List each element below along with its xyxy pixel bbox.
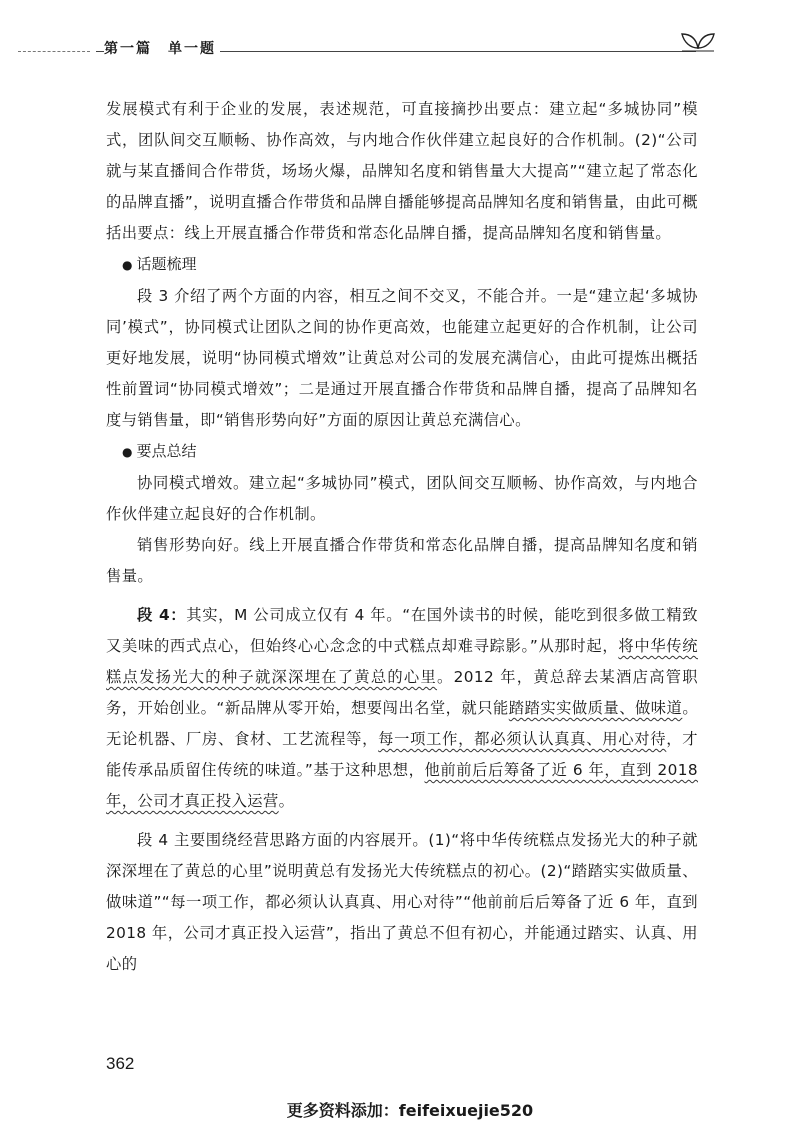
text-run: 。2012 年，黄总辞去某酒店高管职务，开始创业。“新品牌从零开始，想要闯出名堂，就只能: [106, 668, 698, 717]
section-heading: [106, 249, 698, 281]
underlined-quote: 每一项工作，都必须认认真真、用心对待: [378, 730, 667, 748]
page-number: 362: [106, 1054, 135, 1073]
text-run: 。: [278, 792, 295, 810]
section-heading: [106, 436, 698, 468]
paragraph: [106, 530, 698, 592]
paragraph-gap: [106, 817, 698, 825]
underlined-quote: 踏踏实实做质量、做味道: [508, 699, 683, 717]
text-run: 其实，M 公司成立仅有 4 年。“在国外读书的时候，能吃到很多做工精致又美味的西式点心，但始终心心念念的中式糕点却难寻踪影。”从那时起，: [106, 606, 698, 655]
underlined-quote: 将中华传统糕点发扬光大的种子就深深埋在了黄总的心里: [106, 637, 698, 686]
paragraph: [106, 468, 698, 530]
bullet-icon: ●: [122, 445, 133, 459]
paragraph: [106, 94, 698, 249]
body-text: [106, 94, 698, 980]
text-run: 话题梳理: [136, 255, 197, 273]
paragraph-gap: [106, 592, 698, 600]
text-run: 段 4 主要围绕经营思路方面的内容展开。(1)“将中华传统糕点发扬光大的种子就深深埋在了黄总的心里”说明黄总有发扬光大传统糕点的初心。(2)“踏踏实实做质量、做味道”“每一项工作，都必须认认真真、用心对待”“他前前后后筹备了近 6 年，直到 2018 年，公司才真正投入运营”，指出了黄总不但有初心，并能通过踏实、认真、用心的: [106, 831, 698, 973]
paragraph: [106, 600, 698, 817]
text-run: 协同模式增效。建立起“多城协同”模式，团队间交互顺畅、协作高效，与内地合作伙伴建立起良好的合作机制。: [106, 474, 698, 523]
text-run: ，才能传承品质留住传统的味道。”基于这种思想，: [106, 730, 698, 779]
running-header: 第一篇 单一题: [104, 38, 220, 58]
footer-note: 更多资料添加：feifeixuejie520: [286, 1101, 534, 1120]
text-run: 销售形势向好。线上开展直播合作带货和常态化品牌自播，提高品牌知名度和销售量。: [106, 536, 698, 585]
text-run: 发展模式有利于企业的发展，表述规范，可直接摘抄出要点：建立起“多城协同”模式，团队间交互顺畅、协作高效，与内地合作伙伴建立起良好的合作机制。(2)“公司就与某直播间合作带货，场场火爆，品牌知名度和销售量大大提高”“建立起了常态化的品牌直播”，说明直播合作带货和品牌自播能够提高品牌知名度和销售量，由此可概括出要点：线上开展直播合作带货和常态化品牌自播，提高品牌知名度和销售量。: [106, 100, 698, 242]
text-run: 段 3 介绍了两个方面的内容，相互之间不交叉，不能合并。一是“建立起‘多城协同’模式”，协同模式让团队之间的协作更高效，也能建立起更好的合作机制，让公司更好地发展，说明“协同模式增效”让黄总对公司的发展充满信心，由此可提炼出概括性前置词“协同模式增效”；二是通过开展直播合作带货和品牌自播，提高了品牌知名度与销售量，即“销售形势向好”方面的原因让黄总充满信心。: [106, 287, 698, 429]
underlined-quote: 他前前后后筹备了近 6 年，直到 2018 年，公司才真正投入运营: [106, 761, 698, 810]
text-run: 。无论机器、厂房、食材、工艺流程等，: [106, 699, 699, 748]
paragraph: [106, 825, 698, 980]
text-run: 要点总结: [136, 442, 197, 460]
text-run: 段 4：: [137, 606, 187, 624]
leaf-ornament-icon: [680, 28, 716, 52]
bullet-icon: ●: [122, 258, 133, 272]
header-rule-dashed: [18, 51, 90, 52]
paragraph: [106, 281, 698, 436]
